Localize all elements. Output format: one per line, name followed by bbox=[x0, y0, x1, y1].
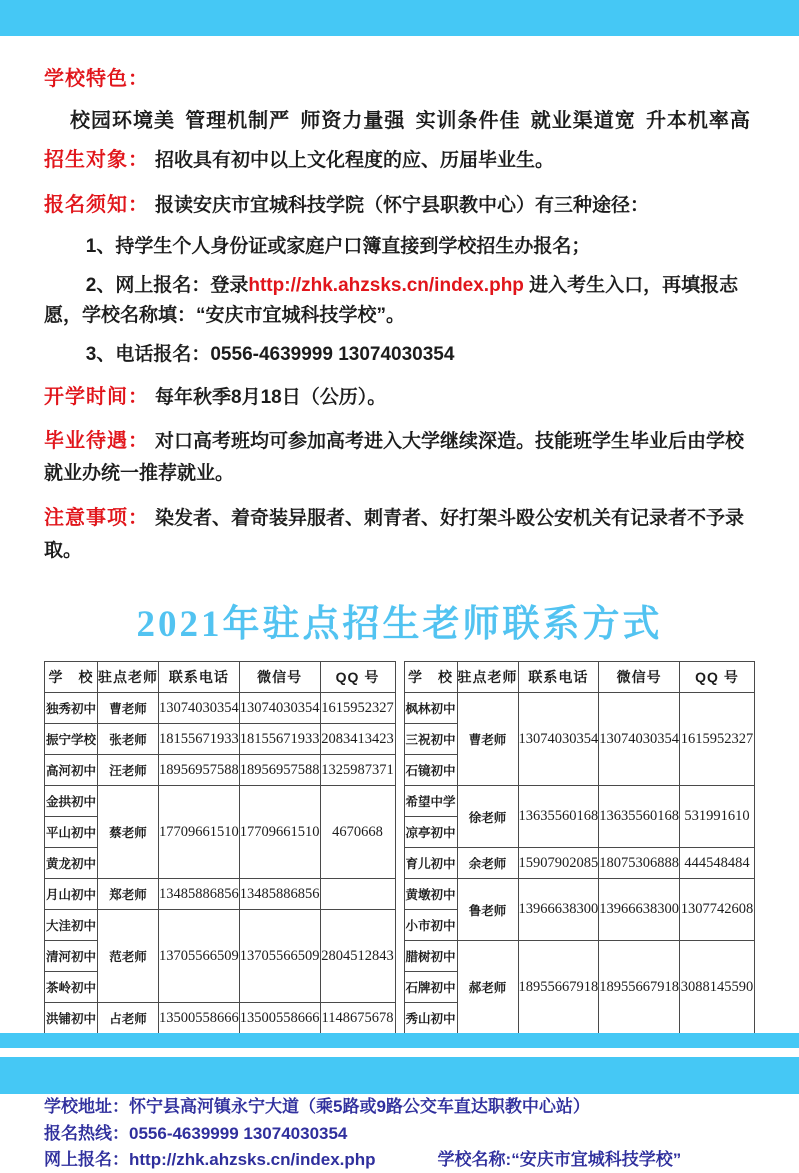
phone-cell: 13074030354 bbox=[159, 693, 240, 724]
table-row bbox=[45, 724, 396, 755]
school-name-label: 学校名称: bbox=[437, 1150, 512, 1170]
header-row bbox=[404, 662, 755, 693]
wechat-cell: 13485886856 bbox=[239, 879, 320, 910]
graduate-benefits-text: 对口高考班均可参加高考进入大学继续深造。技能班学生毕业后由学校就业办统一推荐就业。 bbox=[44, 430, 745, 485]
table-row bbox=[45, 910, 396, 941]
column-header: 驻点老师 bbox=[457, 662, 518, 693]
footer-contact-block bbox=[44, 1095, 755, 1173]
phone-cell: 13485886856 bbox=[159, 879, 240, 910]
wechat-cell: 13074030354 bbox=[599, 693, 680, 786]
phone-cell: 13705566509 bbox=[159, 910, 240, 1003]
school-cell: 凉亭初中 bbox=[404, 817, 457, 848]
section-cautions bbox=[44, 501, 755, 568]
school-cell: 金拱初中 bbox=[45, 786, 98, 817]
wechat-cell: 13635560168 bbox=[599, 786, 680, 848]
registration-method-2 bbox=[44, 271, 755, 330]
teacher-cell: 蔡老师 bbox=[98, 786, 159, 879]
qq-cell: 531991610 bbox=[680, 786, 755, 848]
phone-cell: 13966638300 bbox=[518, 879, 599, 941]
wechat-cell: 18955667918 bbox=[599, 941, 680, 1034]
school-cell: 茶岭初中 bbox=[45, 972, 98, 1003]
table-row bbox=[404, 941, 755, 972]
header-row bbox=[45, 662, 396, 693]
feature-item: 升本机率高 bbox=[645, 110, 751, 133]
column-header: 微信号 bbox=[599, 662, 680, 693]
school-cell: 枫林初中 bbox=[404, 693, 457, 724]
hotline-numbers: 0556-4639999 13074030354 bbox=[129, 1123, 348, 1143]
footer-online-line bbox=[44, 1148, 755, 1173]
wechat-cell: 13500558666 bbox=[239, 1003, 320, 1034]
online-url-link[interactable]: http://zhk.ahzsks.cn/index.php bbox=[129, 1150, 376, 1170]
qq-cell: 1615952327 bbox=[320, 693, 395, 724]
qq-cell: 1148675678 bbox=[320, 1003, 395, 1034]
column-header: 学 校 bbox=[404, 662, 457, 693]
phone-cell: 15907902085 bbox=[518, 848, 599, 879]
section-admission-target bbox=[44, 143, 755, 177]
feature-item: 管理机制严 bbox=[185, 110, 291, 133]
teacher-cell: 汪老师 bbox=[98, 755, 159, 786]
feature-item: 实训条件佳 bbox=[415, 110, 521, 133]
qq-cell: 1325987371 bbox=[320, 755, 395, 786]
school-cell: 三祝初中 bbox=[404, 724, 457, 755]
bottom-stripe-thin bbox=[0, 1033, 799, 1048]
feature-item: 校园环境美 bbox=[70, 110, 175, 133]
footer-hotline-line bbox=[44, 1122, 755, 1147]
contact-table-title: 2021年驻点招生老师联系方式 bbox=[136, 604, 663, 646]
admission-target-label: 招生对象： bbox=[44, 149, 149, 172]
wechat-cell: 18956957588 bbox=[239, 755, 320, 786]
teacher-cell: 郝老师 bbox=[457, 941, 518, 1034]
cautions-label: 注意事项： bbox=[44, 506, 149, 529]
graduate-benefits-label: 毕业待遇： bbox=[44, 429, 149, 452]
section-school-features bbox=[44, 62, 755, 96]
qq-cell: 1615952327 bbox=[680, 693, 755, 786]
table-row bbox=[404, 848, 755, 879]
feature-item: 就业渠道宽 bbox=[530, 110, 636, 133]
table-row bbox=[45, 755, 396, 786]
school-cell: 育儿初中 bbox=[404, 848, 457, 879]
table-row bbox=[45, 1003, 396, 1034]
bottom-stripe-gap bbox=[0, 1048, 799, 1057]
qq-cell: 3088145590 bbox=[680, 941, 755, 1034]
section-term-start bbox=[44, 380, 755, 414]
table-row bbox=[45, 786, 396, 817]
qq-cell: 4670668 bbox=[320, 786, 395, 879]
teacher-cell: 余老师 bbox=[457, 848, 518, 879]
column-header: QQ 号 bbox=[320, 662, 395, 693]
school-name-text: “安庆市宜城科技学校” bbox=[511, 1150, 682, 1170]
phone-cell: 13635560168 bbox=[518, 786, 599, 848]
school-cell: 石牌初中 bbox=[404, 972, 457, 1003]
table-row bbox=[404, 786, 755, 817]
wechat-cell: 13705566509 bbox=[239, 910, 320, 1003]
poster-body bbox=[0, 52, 799, 1173]
qq-cell: 2083413423 bbox=[320, 724, 395, 755]
bottom-stripes bbox=[0, 1033, 799, 1094]
column-header: 联系电话 bbox=[159, 662, 240, 693]
registration-url-link[interactable]: http://zhk.ahzsks.cn/index.php bbox=[248, 275, 524, 297]
teacher-cell: 曹老师 bbox=[98, 693, 159, 724]
method-2-suffix: 进入考生入口，再填报志愿，学校名称填：“安庆市宜城科技学校”。 bbox=[44, 275, 739, 326]
address-text: 怀宁县高河镇永宁大道（乘5路或9路公交车直达职教中心站） bbox=[129, 1097, 590, 1117]
school-cell: 洪铺初中 bbox=[45, 1003, 98, 1034]
school-features-label: 学校特色： bbox=[44, 68, 149, 90]
registration-notice-label: 报名须知： bbox=[44, 193, 149, 216]
column-header: 学 校 bbox=[45, 662, 98, 693]
school-cell: 独秀初中 bbox=[45, 693, 98, 724]
hotline-label: 报名热线： bbox=[44, 1123, 129, 1143]
address-label: 学校地址： bbox=[44, 1097, 129, 1117]
school-cell: 石镜初中 bbox=[404, 755, 457, 786]
teacher-cell: 曹老师 bbox=[457, 693, 518, 786]
phone-cell: 18155671933 bbox=[159, 724, 240, 755]
registration-method-3: 3、电话报名：0556-4639999 13074030354 bbox=[85, 344, 455, 366]
contact-table-right bbox=[404, 661, 756, 1065]
wechat-cell: 13966638300 bbox=[599, 879, 680, 941]
teacher-cell: 范老师 bbox=[98, 910, 159, 1003]
school-cell: 腊树初中 bbox=[404, 941, 457, 972]
school-cell: 黄墩初中 bbox=[404, 879, 457, 910]
phone-cell: 13500558666 bbox=[159, 1003, 240, 1034]
school-cell: 清河初中 bbox=[45, 941, 98, 972]
phone-cell: 18956957588 bbox=[159, 755, 240, 786]
school-cell: 秀山初中 bbox=[404, 1003, 457, 1034]
column-header: 联系电话 bbox=[518, 662, 599, 693]
section-registration-notice bbox=[44, 188, 755, 222]
admission-target-text: 招收具有初中以上文化程度的应、历届毕业生。 bbox=[155, 150, 555, 172]
phone-cell: 17709661510 bbox=[159, 786, 240, 879]
wechat-cell: 13074030354 bbox=[239, 693, 320, 724]
table-row bbox=[404, 879, 755, 910]
qq-cell: 2804512843 bbox=[320, 910, 395, 1003]
qq-cell bbox=[320, 879, 395, 910]
phone-cell: 18955667918 bbox=[518, 941, 599, 1034]
bottom-stripe-wide bbox=[0, 1057, 799, 1094]
method-2-prefix: 2、网上报名：登录 bbox=[85, 275, 249, 297]
school-cell: 高河初中 bbox=[45, 755, 98, 786]
school-cell: 振宁学校 bbox=[45, 724, 98, 755]
table-row bbox=[45, 879, 396, 910]
term-start-text: 每年秋季8月18日（公历）。 bbox=[155, 386, 387, 408]
school-cell: 希望中学 bbox=[404, 786, 457, 817]
school-cell: 月山初中 bbox=[45, 879, 98, 910]
wechat-cell: 18155671933 bbox=[239, 724, 320, 755]
table-row bbox=[404, 693, 755, 724]
online-label: 网上报名： bbox=[44, 1150, 129, 1170]
phone-cell: 13074030354 bbox=[518, 693, 599, 786]
teacher-cell: 占老师 bbox=[98, 1003, 159, 1034]
qq-cell: 444548484 bbox=[680, 848, 755, 879]
teacher-cell: 徐老师 bbox=[457, 786, 518, 848]
contact-table-left bbox=[44, 661, 396, 1065]
column-header: 微信号 bbox=[239, 662, 320, 693]
table-row bbox=[45, 693, 396, 724]
qq-cell: 1307742608 bbox=[680, 879, 755, 941]
cautions-text: 染发者、着奇装异服者、刺青者、好打架斗殴公安机关有记录者不予录取。 bbox=[44, 507, 745, 561]
teacher-cell: 鲁老师 bbox=[457, 879, 518, 941]
column-header: 驻点老师 bbox=[98, 662, 159, 693]
school-cell: 黄龙初中 bbox=[45, 848, 98, 879]
top-cyan-band bbox=[0, 0, 799, 36]
term-start-label: 开学时间： bbox=[44, 385, 149, 408]
section-graduate-benefits bbox=[44, 424, 755, 491]
feature-item: 师资力量强 bbox=[300, 110, 406, 133]
wechat-cell: 18075306888 bbox=[599, 848, 680, 879]
school-cell: 平山初中 bbox=[45, 817, 98, 848]
registration-notice-text: 报读安庆市宜城科技学院（怀宁县职教中心）有三种途径： bbox=[155, 194, 650, 216]
school-cell: 大洼初中 bbox=[45, 910, 98, 941]
wechat-cell: 17709661510 bbox=[239, 786, 320, 879]
registration-method-1: 1、持学生个人身份证或家庭户口簿直接到学校招生办报名； bbox=[85, 235, 591, 257]
column-header: QQ 号 bbox=[680, 662, 755, 693]
teacher-cell: 郑老师 bbox=[98, 879, 159, 910]
footer-address-line bbox=[44, 1095, 755, 1120]
school-cell: 小市初中 bbox=[404, 910, 457, 941]
teacher-cell: 张老师 bbox=[98, 724, 159, 755]
features-list bbox=[44, 104, 755, 133]
contact-tables bbox=[44, 661, 755, 1065]
